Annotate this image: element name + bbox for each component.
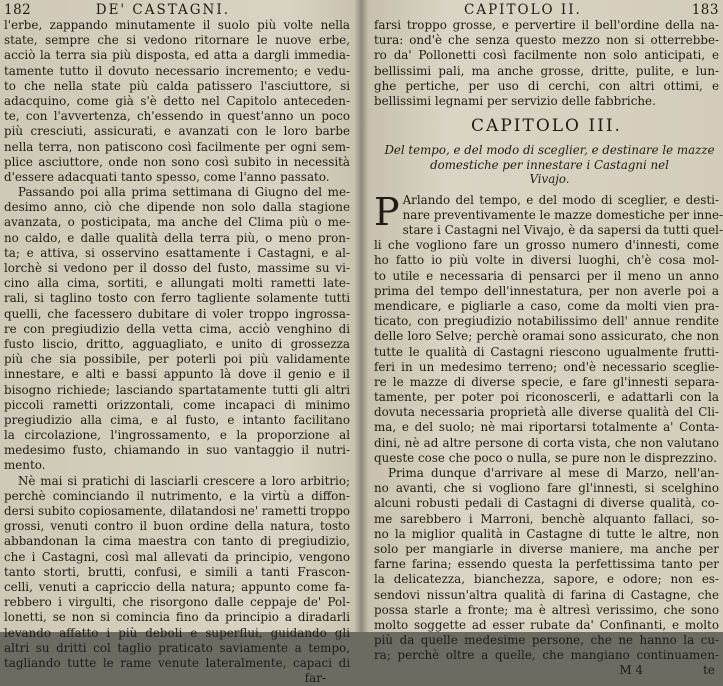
page-number-left: 182 [4, 2, 32, 18]
subtitle-line: Del tempo, e del modo di sceglier, e destinare le mazze [384, 143, 715, 158]
text-line: innestare, e alti e bassi appunto là dove il genio e il [4, 367, 350, 382]
left-footer [4, 671, 350, 686]
signature-mark: M 4 [619, 663, 644, 678]
text-line: grossi, venuti contro il buon ordine della natura, tosto [4, 519, 350, 534]
text-line: tagliando tutte le rame venute lateralmente, capaci di [4, 655, 350, 670]
text-line: quelli, che facessero dubitare di voler troppo ingrossa- [4, 306, 350, 321]
text-line: lorchè si vedono per il dosso del fusto, massime su vi- [4, 261, 350, 275]
text-line: tanto storti, brutti, confusi, e simili a tanti Frascon- [4, 564, 350, 579]
text-line: solo per mangiarle in diverse maniere, ma anche per [374, 541, 719, 556]
text-line: abbandonan la cima maestra con tanto di pregiudizio, [4, 534, 350, 549]
text-line: me sarebbero i Marroni, benchè alquanto fallaci, so- [374, 511, 719, 526]
text-line: no la miglior qualità in Castagne di tutte le altre, non [374, 526, 719, 541]
text-line: altri su dritti col taglio praticato saviamente a tempo, [4, 640, 350, 655]
text-line: Passando poi alla prima settimana di Giugno del me- [18, 185, 350, 200]
text-line: acciò la terra sia più disposta, ed atta a dargli immedia- [4, 48, 350, 63]
text-line: celli, venuti a capriccio della natura; appunto come fa- [4, 579, 350, 594]
text-line: avanzata, o posticipata, ma anche del Clima più o me- [4, 215, 350, 230]
text-line: farsi troppo grosse, e pervertire il bell'ordine della na- [374, 18, 719, 32]
text-line: nella terra, non patiscono così facilmente per ogni sem- [4, 139, 350, 154]
text-line: prima del tempo dell'innestatura, per non averle poi a [374, 283, 719, 298]
text-line: ta; e attiva, si osservino esattamente i Castagni, e al- [4, 245, 350, 260]
text-line: nare preventivamente le mazze domestiche per inne- [402, 207, 723, 222]
text-line: state, sempre che si vedono ritornare le nuove erbe, [4, 33, 350, 48]
text-line: Arlando del tempo, e del modo di sceglier, e desti- [402, 192, 719, 207]
text-line: queste cose che poco o nulla, se pure non le disprezzino. [374, 450, 717, 465]
text-line: adacquino, come già s'è detto nel Capitolo anteceden- [4, 93, 350, 108]
right-page [366, 0, 723, 678]
text-line: no caldo, e dalle qualità della terra più, o meno pron- [4, 230, 350, 245]
text-line: dersi subito copiosamente, dilatandosi ne' rametti troppo [4, 504, 351, 518]
text-line: che i Castagni, così mal allevati da principio, vengono [4, 549, 350, 564]
text-line: più da quelle medesime persone, che ne hanno la cu- [374, 633, 719, 648]
text-line: molto soggette ad esser rubate da' Confinanti, e molto [374, 617, 719, 632]
text-line: no avanti, che si vogliono fare gl'innesti, si scelghino [374, 481, 719, 496]
text-line: pregiudizio alla cima, e al fusto, e intanto facilitano [4, 412, 350, 427]
text-line: rali, si taglino tosto con ferro tagliente solamente tutti [4, 291, 350, 306]
text-line: feri in un medesimo terreno; ond'è necessario sceglie- [374, 359, 719, 374]
text-line: più che sia possibile, per poterli poi più validamente [4, 352, 350, 367]
running-head-left [4, 2, 350, 18]
text-line: lonetti, se non si comincia fino da principio a diradarli [4, 610, 350, 625]
text-line: ro da' Pollonetti così facilmente non solo anticipati, e [374, 48, 719, 63]
text-line: Nè mai si pratichi di lasciarli crescere a loro arbitrio; [18, 473, 350, 488]
left-page [0, 0, 358, 686]
text-line: medesimo fusto, chiamando in suo vantaggio il nutri- [4, 443, 350, 458]
text-line: bellissimi pali, ma anche grosse, dritte, pulite, e lun- [374, 63, 719, 78]
text-line: li che vogliono fare un grosso numero d'innesti, come [374, 238, 719, 253]
text-line: la delicatezza, bianchezza, sapore, e odore; non es- [374, 572, 719, 587]
text-line: bellissimi legnami per servizio delle fabbriche. [374, 93, 656, 108]
text-line: più cresciuti, assicurati, e avanzati con le loro barbe [4, 124, 350, 139]
text-line: mendicare, e pigliarle a caso, come da molti vien pra- [374, 298, 719, 313]
text-line: Prima dunque d'arrivare al mese di Marzo, nell'an- [388, 466, 719, 480]
text-line: tamente tutto il dovuto necessario incremento; e vedu- [4, 63, 350, 78]
text-line: la circolazione, l'ingrossamento, e la proporzione al [4, 428, 350, 443]
chapter-heading: CAPITOLO III. [471, 116, 622, 137]
text-line: ho fatto io più volte in diversi luoghi, ch'è cosa mol- [374, 253, 719, 268]
text-line: cino alla cima, sortiti, e allungati molti rametti late- [4, 276, 350, 291]
text-line: d'essere adacquati tanto spesso, come l'anno passato. [4, 169, 330, 184]
text-line: to utile e necessaria di pensarci per il meno un anno [374, 268, 719, 283]
text-line: dovuta necessaria proprietà alle diverse qualità del Cli- [374, 405, 719, 420]
right-body-text-top [374, 18, 719, 109]
text-line: possa starle a fronte; ma è altresì verissimo, che sono [374, 602, 719, 617]
chapter-subtitle [374, 143, 719, 187]
text-line: plice asciuttore, onde non sono così subito in necessità [4, 154, 350, 169]
text-line: bisogno richiede; lasciando spartatamente tutti gli altri [4, 382, 350, 397]
running-title-right: CAPITOLO II. [464, 2, 582, 18]
text-line: ghe pertiche, per uso di cerchi, con altri ottimi, e [374, 78, 719, 93]
text-line: delle loro Selve; perchè oramai sono assicurato, che non [374, 329, 719, 344]
catchword-left: far- [304, 671, 326, 686]
right-footer [374, 663, 719, 678]
text-line: re le mazze di diverse specie, e fare gl'innesti separa- [374, 374, 719, 389]
catchword-right: te [703, 663, 715, 678]
text-line: te, con l'avvertenza, ch'essendo in quest'anno un poco [4, 109, 350, 124]
text-line: perchè cominciando il nutrimento, e la virtù a diffon- [4, 488, 350, 503]
right-body-text [374, 189, 723, 664]
subtitle-line: domestiche per innestare i Castagni nel [430, 157, 669, 172]
text-line: mento. [4, 458, 46, 473]
text-line: to che nella state più calda patissero l'asciuttore, si [4, 78, 350, 93]
text-line: piccoli rametti orizzontali, come incapaci di minimo [4, 397, 350, 412]
text-line: tura: ond'è che senza questo mezzo non si otterrebbe- [374, 33, 719, 48]
text-line: alcuni robusti pedali di Castagni di diverse qualità, co- [374, 496, 719, 511]
text-line: stare i Castagni nel Vivajo, è da sapersi da tutti quel- [402, 223, 723, 237]
text-line: l'erbe, zappando minutamente il suolo più volte nella [4, 18, 350, 32]
text-line: tutte le qualità di Castagni riescono ugualmente frutti- [374, 344, 719, 359]
drop-cap: P [374, 189, 400, 234]
text-line: sendovi nissun'altra qualità di farina di Castagne, che [374, 587, 719, 602]
text-line: ra; perchè oltre a quelle, che mangiano continuamen- [374, 648, 719, 663]
subtitle-line: Vivajo. [529, 172, 570, 187]
text-line: tamente, per poter poi riconoscerli, e adattarli con la [374, 390, 719, 405]
text-line: dini, nè ad altre persone di corta vista, che non valutano [374, 435, 719, 450]
text-line: ticato, con pregiudizio notabilissimo dell' annue rendite [374, 314, 719, 329]
text-line: re con pregiudizio della vetta cima, acciò venghino di [4, 321, 350, 336]
left-body-text [4, 18, 350, 671]
page-number-right: 183 [691, 2, 719, 18]
running-title-left: DE' CASTAGNI. [95, 2, 230, 18]
running-head-right [374, 2, 719, 18]
text-line: levando affatto i più deboli e superflui, guidando gli [4, 625, 350, 640]
text-line: rebbero i virgulti, che risorgono dalle ceppaje de' Pol- [4, 595, 350, 610]
text-line: desimo anno, ciò che dipende non solo dalla stagione [4, 200, 350, 215]
text-line: fusto liscio, dritto, agguagliato, e unito di grossezza [4, 336, 350, 351]
text-line: ma, e del suolo; nè mai riportarsi totalmente a' Conta- [374, 420, 719, 435]
text-line: farne farina; essendo questa la perfettissima tanto per [374, 557, 719, 572]
